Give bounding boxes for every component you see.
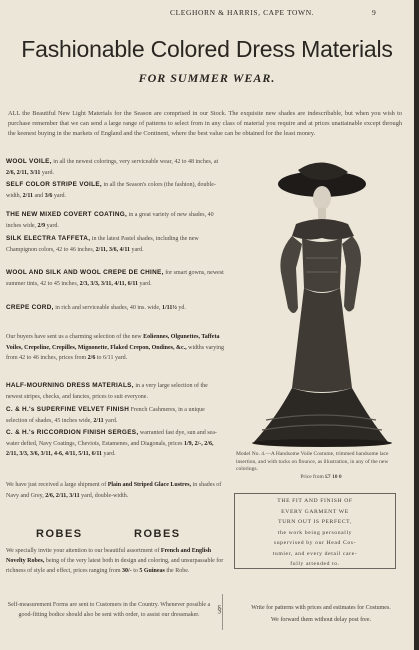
material-item: SILK ELECTRA TAFFETA, in the latest Pastel shades, including the new Champignon colors, 42 to 46 inches, 2/11, 3/6, 4/11 yard.	[6, 235, 199, 253]
notice-line: the work being personally	[277, 529, 353, 536]
material-item: C. & H.'s RICCORDION FINISH SERGES, warranted fast dye, sun and sea-water defied, Navy Coatings, Cheviots, Estamenes, and Diagonals, prices 1/9, 2/-, 2/6, 2/11, 3/3, 3/6, 3/11, 4-6, 4/11, 5/11, 6/11 yard.	[6, 429, 217, 457]
notice-line: TURN OUT IS PERFECT,	[278, 519, 352, 525]
material-item: Our buyers have sent us a charming selection of the new Eoliennes, Olgunettes, Taffeta Voiles, Crepeline, Crepilles, Mignonette, Flaked Crepon, Ondines, &c., widths varying from 42 to 46 inches, prices from 2/6 to 6/11 yard.	[6, 334, 224, 361]
caption-price: Price from £7 10 0	[300, 473, 342, 480]
notice-line: tumier, and every detail care-	[272, 550, 358, 557]
robes-heading-right: ROBES	[134, 528, 181, 540]
firm-name: CLEGHORN & HARRIS, CAPE TOWN.	[170, 8, 315, 17]
robes-heading-left: ROBES	[36, 528, 83, 540]
illustration-caption	[236, 451, 406, 481]
footer-left: Self-measurement Forms are sent to Customers in the Country. Whenever possible a good-fitting bodice should also be sent with order, to assist our dressmaker.	[7, 602, 211, 618]
caption-text: Model No. 4.—A Handsome Voile Costume, trimmed handsome lace insertion, and with tucks on flounce, as illustration, in any of the new colorings.	[236, 451, 389, 472]
material-item: HALF-MOURNING DRESS MATERIALS, in a very large selection of the newest stripes, checks, and fancies, prices to suit everyone.	[6, 382, 208, 400]
page-number: 9	[372, 8, 377, 17]
page-subtitle: FOR SUMMER WEAR.	[138, 71, 276, 85]
page-edge-shadow	[414, 0, 419, 650]
footer-right-line-2: We forward them without delay post free.	[271, 617, 371, 623]
material-item: CREPE CORD, in rich and serviceable shades, 40 ins. wide, 1/11½ yd.	[6, 304, 186, 311]
dress-illustration	[236, 158, 406, 448]
footer-divider	[222, 594, 223, 630]
material-item: WOOL AND SILK AND WOOL CREPE DE CHINE, for smart gowns, newest summer tints, 42 to 45 inches, 2/3, 3/3, 3/11, 4/11, 6/11 yard.	[6, 269, 224, 287]
quality-notice-box	[234, 493, 396, 569]
robes-paragraph: We specially invite your attention to our beautiful assortment of French and English Novelty Robes, being of the very latest both in design and coloring, and unsurpassable for richness of style and effect, prices ranging from 30/- to 5 Guineas the Robe.	[6, 548, 224, 574]
material-item: C. & H.'s SUPERFINE VELVET FINISH French Cashmeres, in a unique selection of shades, 45 inches wide, 2/11 yard.	[6, 406, 205, 424]
material-item: THE NEW MIXED COVERT COATING, in a great variety of new shades, 40 inches wide, 2/9 yard.	[6, 211, 214, 229]
material-item: SELF COLOR STRIPE VOILE, in all the Season's colors (the fashion), double-width, 2/11 and 3/6 yard.	[6, 181, 216, 199]
notice-line: EVERY GARMENT WE	[281, 508, 349, 515]
intro-paragraph: ALL the Beautiful New Light Materials for the Season are comprised in our Stock. The exquisite new shades are indescribable, but when you wish to purchase remember that we can send a large range of patterns to select from in any class of material you require and at prices unattainable except through the keenest buying in the markets of England and the Continent, where the best value can be obtained for the least money.	[8, 110, 402, 137]
material-item: We have just received a large shipment of Plain and Striped Glace Lustres, in shades of Navy and Grey, 2/6, 2/11, 3/11 yard, double-width.	[6, 482, 222, 499]
page-title: Fashionable Colored Dress Materials	[21, 36, 393, 62]
notice-line: fully attended to.	[290, 561, 340, 567]
notice-line: THE FIT AND FINISH OF	[277, 498, 353, 504]
notice-line: supervised by our Head Cos-	[273, 540, 357, 546]
footer-ornament: §	[217, 604, 222, 615]
footer-right-line-1: Write for patterns with prices and estimates for Costumes.	[251, 605, 391, 611]
material-item: WOOL VOILE, in all the newest colorings, very serviceable wear, 42 to 48 inches, at 2/6, 2/11, 3/11 yard.	[6, 158, 219, 176]
